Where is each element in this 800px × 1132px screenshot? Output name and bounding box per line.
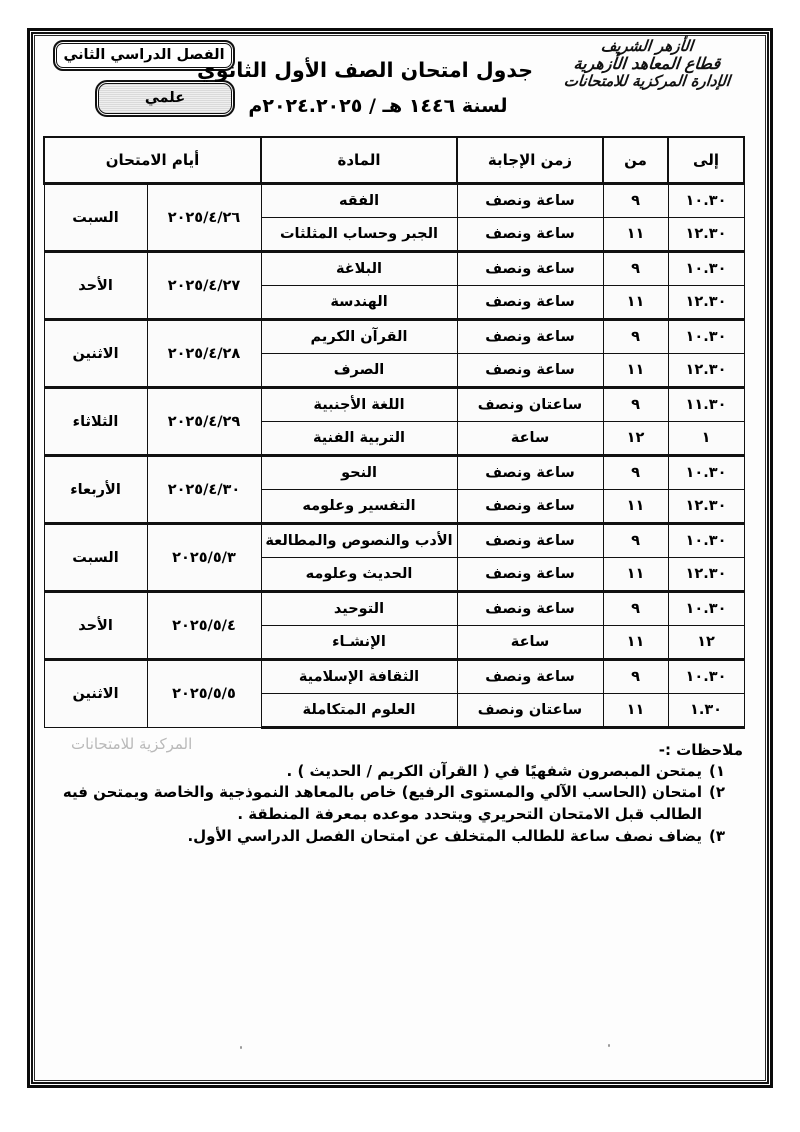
document-header — [35, 36, 765, 136]
cell-time-from: ٩ — [603, 320, 668, 354]
paper-speck — [240, 1046, 242, 1049]
cell-time-from: ١١ — [603, 626, 668, 660]
cell-time-from: ١٢ — [603, 422, 668, 456]
cell-exam-date: ٢٠٢٥/٥/٣ — [147, 524, 261, 592]
cell-time-from: ٩ — [603, 592, 668, 626]
cell-subject: التربية الفنية — [261, 422, 457, 456]
cell-duration: ساعتان ونصف — [457, 694, 603, 728]
cell-subject: العلوم المتكاملة — [261, 694, 457, 728]
table-body — [44, 184, 744, 728]
watermark-text: المركزية للامتحانات — [71, 735, 193, 753]
cell-time-to: ١٢ — [668, 626, 744, 660]
table-row — [44, 320, 744, 354]
cell-exam-day: الأربعاء — [44, 456, 147, 524]
cell-time-to: ١٠.٣٠ — [668, 320, 744, 354]
cell-time-from: ١١ — [603, 286, 668, 320]
exam-schedule-table — [43, 136, 745, 729]
cell-time-to: ١٢.٣٠ — [668, 354, 744, 388]
cell-time-from: ٩ — [603, 388, 668, 422]
cell-subject: الصرف — [261, 354, 457, 388]
cell-exam-day: السبت — [44, 524, 147, 592]
cell-exam-date: ٢٠٢٥/٤/٢٧ — [147, 252, 261, 320]
notes-section — [57, 735, 743, 847]
page-sheet — [27, 28, 773, 1088]
cell-time-from: ١١ — [603, 218, 668, 252]
cell-subject: الأدب والنصوص والمطالعة — [261, 524, 457, 558]
cell-duration: ساعة — [457, 626, 603, 660]
page-inner-frame — [34, 35, 766, 1081]
table-head — [44, 137, 744, 184]
cell-exam-date: ٢٠٢٥/٥/٥ — [147, 660, 261, 728]
cell-exam-date: ٢٠٢٥/٤/٢٨ — [147, 320, 261, 388]
cell-subject: البلاغة — [261, 252, 457, 286]
column-header-to: إلى — [668, 137, 744, 184]
note-number: ٢) — [708, 783, 725, 802]
note-number: ٣) — [708, 826, 725, 845]
seal-line-3: الإدارة المركزية للامتحانات — [562, 72, 732, 91]
cell-subject: الهندسة — [261, 286, 457, 320]
title-main: جدول امتحان الصف الأول الثانوي — [196, 58, 533, 82]
cell-time-to: ١٠.٣٠ — [668, 252, 744, 286]
seal-line-2: قطاع المعاهد الأزهرية — [572, 54, 722, 74]
cell-duration: ساعة ونصف — [457, 592, 603, 626]
note-item — [57, 782, 725, 825]
cell-exam-day: الأحد — [44, 252, 147, 320]
cell-time-from: ٩ — [603, 184, 668, 218]
cell-duration: ساعتان ونصف — [457, 388, 603, 422]
cell-duration: ساعة ونصف — [457, 456, 603, 490]
cell-subject: القرآن الكريم — [261, 320, 457, 354]
cell-duration: ساعة ونصف — [457, 354, 603, 388]
cell-time-to: ١٠.٣٠ — [668, 524, 744, 558]
note-number: ١) — [708, 762, 725, 780]
cell-time-to: ١٢.٣٠ — [668, 286, 744, 320]
cell-duration: ساعة ونصف — [457, 184, 603, 218]
title-subtitle: لسنة ١٤٤٦ هـ / ٢٠٢٤.٢٠٢٥م — [248, 95, 508, 117]
table-row — [44, 660, 744, 694]
cell-time-from: ٩ — [603, 660, 668, 694]
track-badge: علمي — [95, 80, 235, 117]
cell-time-to: ١٢.٣٠ — [668, 490, 744, 524]
term-badge: الفصل الدراسي الثاني — [53, 40, 235, 71]
cell-duration: ساعة ونصف — [457, 252, 603, 286]
cell-exam-day: الثلاثاء — [44, 388, 147, 456]
cell-duration: ساعة ونصف — [457, 218, 603, 252]
cell-subject: اللغة الأجنبية — [261, 388, 457, 422]
table-row — [44, 388, 744, 422]
cell-exam-day: الأحد — [44, 592, 147, 660]
cell-time-from: ٩ — [603, 456, 668, 490]
cell-time-to: ١٠.٣٠ — [668, 456, 744, 490]
cell-time-to: ١٢.٣٠ — [668, 558, 744, 592]
page-title — [196, 58, 533, 117]
note-text: يضاف نصف ساعة للطالب المتخلف عن امتحان الفصل الدراسي الأول. — [187, 826, 702, 845]
cell-time-from: ٩ — [603, 524, 668, 558]
notes-list — [57, 761, 743, 847]
paper-speck — [608, 1044, 610, 1047]
column-header-duration: زمن الإجابة — [457, 137, 603, 184]
column-header-from: من — [603, 137, 668, 184]
cell-exam-day: السبت — [44, 184, 147, 252]
notes-title: ملاحظات :- — [658, 741, 743, 759]
cell-subject: الإنشـاء — [261, 626, 457, 660]
note-text: يمتحن المبصرون شفهيًا في ( القرآن الكريم / الحديث ) . — [286, 762, 702, 780]
cell-time-to: ١١.٣٠ — [668, 388, 744, 422]
cell-duration: ساعة ونصف — [457, 558, 603, 592]
cell-subject: الحديث وعلومه — [261, 558, 457, 592]
column-header-subject: المادة — [261, 137, 457, 184]
seal-line-1: الأزهر الشريف — [600, 37, 694, 55]
cell-duration: ساعة ونصف — [457, 660, 603, 694]
note-text: امتحان (الحاسب الآلي والمستوى الرفيع) خاص بالمعاهد النموذجية والخاصة ويمتحن فيه الطالب قبل الامتحان التحريري ويتحدد موعده بمعرفة المنطقة . — [62, 783, 702, 823]
cell-exam-date: ٢٠٢٥/٤/٢٦ — [147, 184, 261, 252]
table-row — [44, 184, 744, 218]
schedule-table-wrap — [55, 136, 745, 729]
table-row — [44, 252, 744, 286]
cell-subject: النحو — [261, 456, 457, 490]
cell-exam-date: ٢٠٢٥/٥/٤ — [147, 592, 261, 660]
cell-duration: ساعة — [457, 422, 603, 456]
cell-time-from: ١١ — [603, 354, 668, 388]
cell-time-from: ١١ — [603, 558, 668, 592]
cell-subject: الفقه — [261, 184, 457, 218]
cell-time-to: ١٠.٣٠ — [668, 184, 744, 218]
cell-time-to: ١ — [668, 422, 744, 456]
cell-duration: ساعة ونصف — [457, 286, 603, 320]
cell-time-from: ١١ — [603, 694, 668, 728]
cell-subject: الثقافة الإسلامية — [261, 660, 457, 694]
table-row — [44, 592, 744, 626]
cell-time-to: ١٢.٣٠ — [668, 218, 744, 252]
table-header-row — [44, 137, 744, 184]
note-item — [57, 761, 725, 782]
cell-duration: ساعة ونصف — [457, 320, 603, 354]
table-row — [44, 524, 744, 558]
cell-exam-date: ٢٠٢٥/٤/٢٩ — [147, 388, 261, 456]
column-header-exam-days: أيام الامتحان — [44, 137, 261, 184]
note-item — [57, 826, 725, 847]
cell-subject: التفسير وعلومه — [261, 490, 457, 524]
cell-time-from: ١١ — [603, 490, 668, 524]
cell-time-to: ١٠.٣٠ — [668, 660, 744, 694]
cell-exam-day: الاثنين — [44, 660, 147, 728]
cell-exam-day: الاثنين — [44, 320, 147, 388]
azhar-seal — [539, 38, 755, 90]
cell-time-to: ١.٣٠ — [668, 694, 744, 728]
cell-duration: ساعة ونصف — [457, 490, 603, 524]
cell-duration: ساعة ونصف — [457, 524, 603, 558]
cell-time-from: ٩ — [603, 252, 668, 286]
table-row — [44, 456, 744, 490]
cell-time-to: ١٠.٣٠ — [668, 592, 744, 626]
cell-subject: التوحيد — [261, 592, 457, 626]
cell-exam-date: ٢٠٢٥/٤/٣٠ — [147, 456, 261, 524]
cell-subject: الجبر وحساب المثلثات — [261, 218, 457, 252]
